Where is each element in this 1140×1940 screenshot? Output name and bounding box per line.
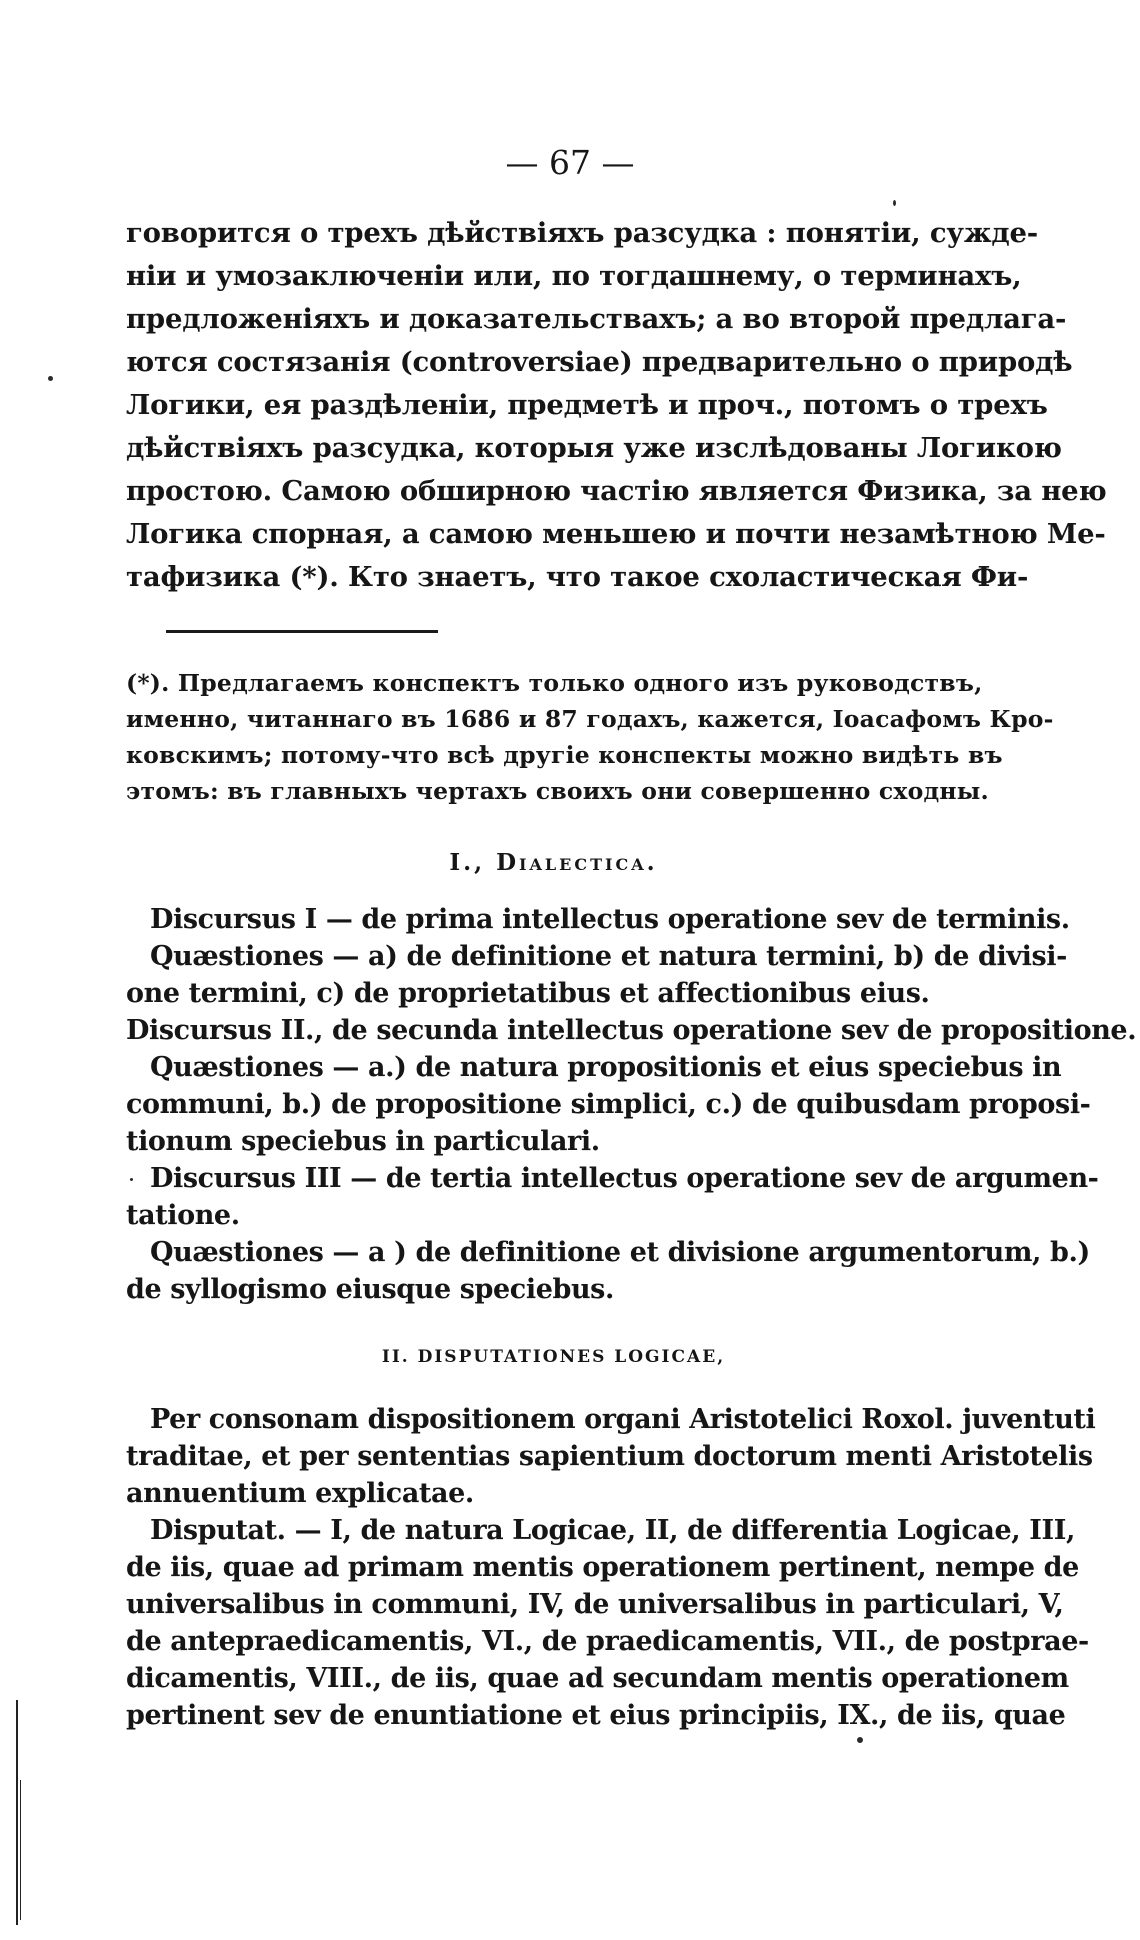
body-line: тафизика (*). Кто знаетъ, что такое схоластическая Фи- (126, 561, 1029, 593)
footnote-line: именно, читаннаго въ 1686 и 87 годахъ, кажется, Іоасафомъ Кро- (126, 705, 1054, 733)
section2-line: universalibus in communi, IV, de universalibus in particulari, V, (126, 1589, 1064, 1620)
ink-speck (130, 1178, 133, 1181)
footnote-line: (*). Предлагаемъ конспектъ только одного изъ руководствъ, (126, 669, 983, 697)
section1-line: Quæstiones — a) de definitione et natura termini, b) de divisi- (150, 941, 1067, 972)
scan-edge-mark (16, 1700, 18, 1925)
ink-speck (857, 1737, 863, 1743)
section1-line: tionum speciebus in particulari. (126, 1126, 600, 1157)
section1-line: Discursus III — de tertia intellectus operatione sev de argumen- (150, 1163, 1099, 1194)
section2-line: de antepraedicamentis, VI., de praedicamentis, VII., de postprae- (126, 1626, 1089, 1657)
section1-line: Discursus I — de prima intellectus operatione sev de terminis. (150, 904, 1070, 935)
section2-line: dicamentis, VIII., de iis, quae ad secundam mentis operationem (126, 1663, 1069, 1694)
body-line: Логики, ея раздѣленіи, предметѣ и проч., потомъ о трехъ (126, 389, 1048, 421)
section-heading-dialectica: I., Dialectica. (449, 849, 658, 876)
section2-line: Per consonam dispositionem organi Aristotelici Roxol. juventuti (150, 1404, 1096, 1435)
section2-line: traditae, et per sententias sapientium doctorum menti Aristotelis (126, 1441, 1093, 1472)
body-line: ніи и умозаключеніи или, по тогдашнему, о терминахъ, (126, 260, 1022, 292)
section2-line: Disputat. — I, de natura Logicae, II, de differentia Logicae, III, (150, 1515, 1075, 1546)
body-line: простою. Самою обширною частію является Физика, за нею (126, 475, 1107, 507)
section1-line: communi, b.) de propositione simplici, c.) de quibusdam proposi- (126, 1089, 1091, 1120)
section1-line: one termini, c) de proprietatibus et affectionibus eius. (126, 978, 930, 1009)
section1-line: Quæstiones — a ) de definitione et divisione argumentorum, b.) (150, 1237, 1090, 1268)
body-line: дѣйствіяхъ разсудка, которыя уже изслѣдованы Логикою (126, 432, 1062, 464)
section2-line: pertinent sev de enuntiatione et eius principiis, IX., de iis, quae (126, 1700, 1066, 1731)
section1-line: Discursus II., de secunda intellectus operatione sev de propositione. (126, 1015, 1137, 1046)
scan-edge-mark (20, 1780, 21, 1920)
section1-line: tatione. (126, 1200, 240, 1231)
section2-line: de iis, quae ad primam mentis operationem pertinent, nempe de (126, 1552, 1079, 1583)
section1-line: Quæstiones — a.) de natura propositionis et eius speciebus in (150, 1052, 1062, 1083)
footnote-line: ковскимъ; потому-что всѣ другіе конспекты можно видѣть въ (126, 741, 1003, 769)
body-line: говорится о трехъ дѣйствіяхъ разсудка : понятіи, сужде- (126, 217, 1039, 249)
section-heading-disputationes: II. DISPUTATIONES LOGICAE, (381, 1347, 726, 1367)
footnote-line: этомъ: въ главныхъ чертахъ своихъ они совершенно сходны. (126, 777, 989, 805)
body-line: Логика спорная, а самою меньшею и почти незамѣтною Ме- (126, 518, 1106, 550)
page-number: — 67 — (505, 143, 635, 182)
footnote-rule (166, 630, 438, 633)
ink-speck (48, 376, 53, 381)
body-line: ются состязанія (controversiae) предварительно о природѣ (126, 346, 1073, 378)
ink-speck (893, 200, 896, 206)
section1-line: de syllogismo eiusque speciebus. (126, 1274, 614, 1305)
body-line: предложеніяхъ и доказательствахъ; а во второй предлага- (126, 303, 1067, 335)
section2-line: annuentium explicatae. (126, 1478, 474, 1509)
